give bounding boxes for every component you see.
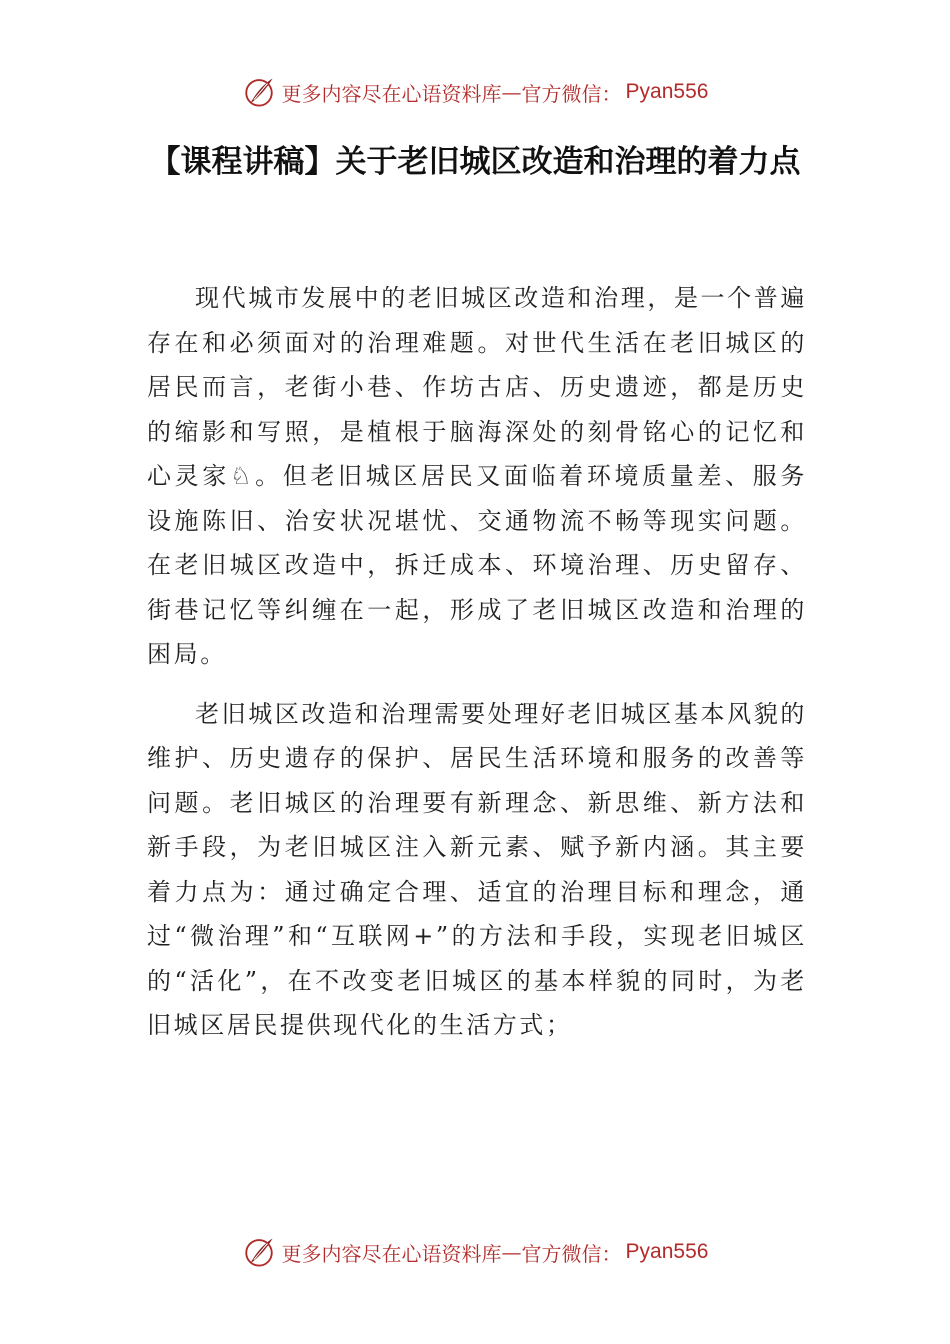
header-watermark (0, 72, 950, 112)
watermark-text: 更多内容尽在心语资料库 (281, 81, 502, 106)
quill-logo-icon (242, 1235, 276, 1269)
document-title: 【课程讲稿】关于老旧城区改造和治理的着力点 (149, 144, 801, 180)
paragraph-1: 现代城市发展中的老旧城区改造和治理，是一个普遍存在和必须面对的治理难题。对世代生活在老旧城区的居民而言，老街小巷、作坊古店、历史遗迹，都是历史的缩影和写照，是植根于脑海深处的刻骨铭心的记忆和心灵家♘。但老旧城区居民又面临着环境质量差、服务设施陈旧、治安状况堪忧、交通物流不畅等现实问题。在老旧城区改造中，拆迁成本、环境治理、历史留存、街巷记忆等纠缠在一起，形成了老旧城区改造和治理的困局。 (147, 284, 807, 668)
quill-logo-icon (242, 75, 276, 109)
watermark-separator: — (501, 1240, 522, 1264)
watermark-contact-id: Pyan556 (625, 1240, 709, 1263)
document-body (147, 276, 807, 1063)
watermark-contact-id: Pyan556 (625, 80, 709, 103)
watermark-separator: — (501, 80, 522, 104)
footer-watermark (0, 1232, 950, 1272)
paragraph-2: 老旧城区改造和治理需要处理好老旧城区基本风貌的维护、历史遗存的保护、居民生活环境和服务的改善等问题。老旧城区的治理要有新理念、新思维、新方法和新手段，为老旧城区注入新元素、赋予新内涵。其主要着力点为：通过确定合理、适宜的治理目标和理念，通过“微治理”和“互联网+”的方法和手段，实现老旧城区的“活化”，在不改变老旧城区的基本样貌的同时，为老旧城区居民提供现代化的生活方式； (147, 699, 807, 1039)
watermark-contact-label: 官方微信： (521, 1241, 622, 1266)
watermark-text: 更多内容尽在心语资料库 (281, 1241, 502, 1266)
watermark-contact-label: 官方微信： (521, 81, 622, 106)
